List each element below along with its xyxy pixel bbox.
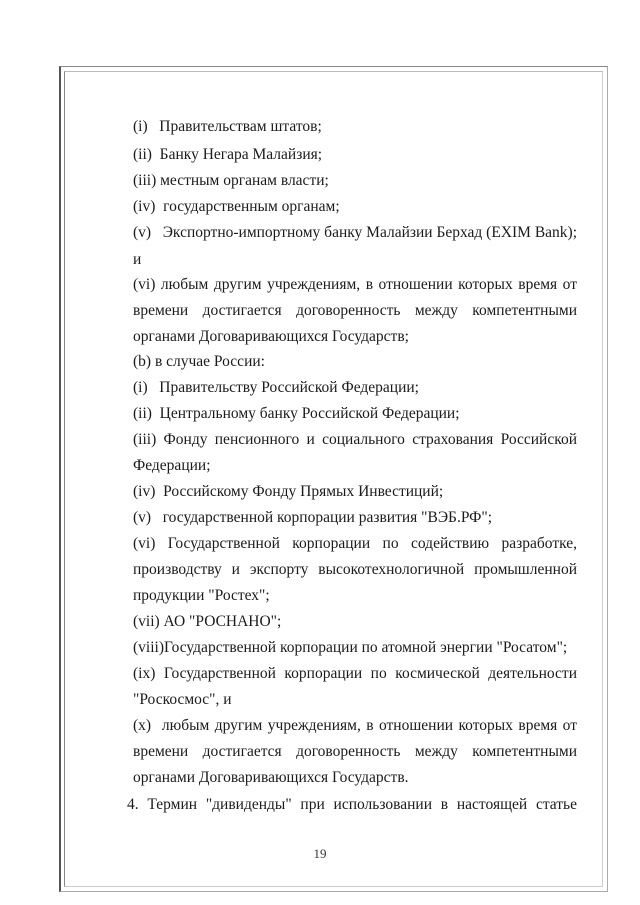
list-item-russia-x-line3: органами Договаривающихся Государств.: [133, 769, 409, 786]
list-item-russia-iii-line1: (iii) Фонду пенсионного и социального страхования Российской: [133, 431, 577, 448]
list-item-russia-ix-line2: "Роскосмос", и: [133, 691, 232, 708]
list-item-russia-vii: (vii) АО "РОСНАНО";: [133, 613, 282, 630]
paragraph-4-dividends: 4. Термин "дивиденды" при использовании в настоящей статье: [127, 796, 577, 813]
list-item-russia-ii: (ii) Центральному банку Российской Федерации;: [133, 405, 460, 422]
list-item-malaysia-ii: (ii) Банку Негара Малайзия;: [133, 146, 323, 163]
list-item-russia-ix-line1: (ix) Государственной корпорации по космической деятельности: [133, 665, 577, 682]
list-item-russia-x-line2: времени достигается договоренность между компетентными: [133, 743, 577, 760]
list-item-russia-v: (v) государственной корпорации развития "ВЭБ.РФ";: [133, 509, 493, 526]
conjunction-and: и: [133, 251, 142, 268]
list-item-malaysia-i: (i) Правительствам штатов;: [133, 118, 322, 135]
list-item-malaysia-v: (v) Экспортно-импортному банку Малайзии Берхад (EXIM Bank);: [133, 224, 578, 241]
list-item-russia-viii: (viii)Государственной корпорации по атомной энергии "Росатом";: [133, 639, 568, 656]
list-item-russia-vi-line2: производству и экспорту высокотехнологичной промышленной: [133, 561, 577, 578]
list-item-malaysia-vi-line1: (vi) любым другим учреждениям, в отношении которых время от: [133, 276, 577, 293]
list-item-malaysia-vi-line2: времени достигается договоренность между компетентными: [133, 302, 577, 319]
section-b-russia-heading: (b) в случае России:: [133, 353, 265, 370]
list-item-russia-x-line1: (x) любым другим учреждениям, в отношении которых время от: [133, 717, 577, 734]
page-frame-inner: [64, 71, 603, 887]
list-item-malaysia-vi-line3: органами Договаривающихся Государств;: [133, 328, 409, 345]
list-item-russia-i: (i) Правительству Российской Федерации;: [133, 379, 419, 396]
list-item-russia-vi-line3: продукции "Ростех";: [133, 587, 270, 604]
list-item-russia-vi-line1: (vi) Государственной корпорации по содействию разработке,: [133, 535, 577, 552]
page-number: 19: [313, 846, 327, 861]
list-item-russia-iii-line2: Федерации;: [133, 457, 211, 474]
list-item-malaysia-iv: (iv) государственным органам;: [133, 198, 340, 215]
list-item-russia-iv: (iv) Российскому Фонду Прямых Инвестиций;: [133, 483, 444, 500]
list-item-malaysia-iii: (iii) местным органам власти;: [133, 172, 329, 189]
